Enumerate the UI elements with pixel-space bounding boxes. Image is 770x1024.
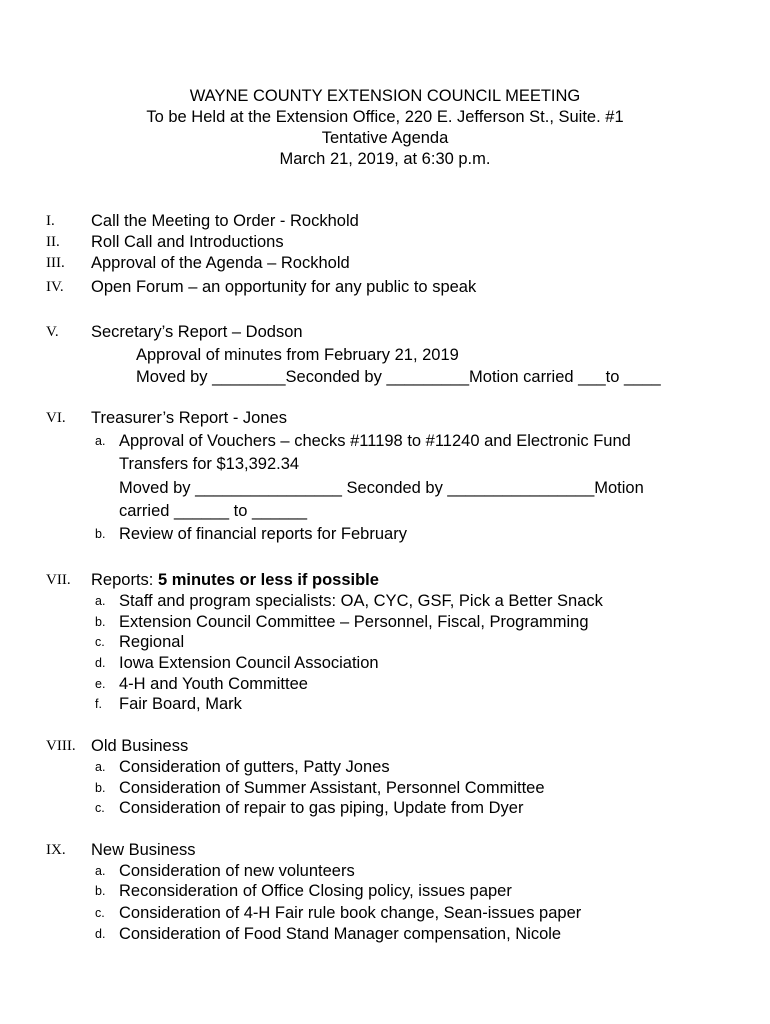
old-business-item: Consideration of gutters, Patty Jones [119,758,390,776]
new-business-item: Consideration of Food Stand Manager compensation, Nicole [119,925,562,943]
meeting-location: To be Held at the Extension Office, 220 E. Jefferson St., Suite. #1 [146,108,624,126]
item-new-business: New Business [91,841,196,859]
report-item: Fair Board, Mark [119,695,242,713]
item-call-to-order: Call the Meeting to Order - Rockhold [91,212,359,230]
financial-reports-review: Review of financial reports for February [119,525,407,543]
item-roll-call: Roll Call and Introductions [91,233,284,251]
report-item: Regional [119,633,185,651]
item-number-ix: IX. [46,842,66,858]
item-number-v: V. [46,324,59,340]
meeting-title: WAYNE COUNTY EXTENSION COUNCIL MEETING [189,87,581,105]
sub-letter: f. [95,697,102,711]
item-number-ii: II. [46,234,60,250]
item-secretary-report: Secretary’s Report – Dodson [91,323,303,341]
item-number-vii: VII. [46,572,71,588]
sub-letter: a. [95,864,106,878]
old-business-item: Consideration of repair to gas piping, Update from Dyer [119,799,524,817]
vouchers-motion-line: Moved by ________________ Seconded by ________________Motion [119,479,644,497]
sub-letter: b. [95,781,106,795]
sub-letter: a. [95,760,106,774]
sub-letter: b. [95,615,106,629]
new-business-item: Consideration of 4-H Fair rule book change, Sean-issues paper [119,904,582,922]
item-number-vi: VI. [46,410,66,426]
item-number-iv: IV. [46,279,64,295]
sub-letter: a. [95,434,106,448]
report-item: Extension Council Committee – Personnel, Fiscal, Programming [119,613,589,631]
document-header [0,86,770,170]
item-number-viii: VIII. [46,738,76,754]
vouchers-carried-line: carried ______ to ______ [119,502,308,520]
item-reports [91,570,379,591]
new-business-item: Reconsideration of Office Closing policy, issues paper [119,882,512,900]
sub-letter: b. [95,884,106,898]
new-business-item: Consideration of new volunteers [119,862,355,880]
sub-letter: d. [95,656,106,670]
vouchers-transfers-line: Transfers for $13,392.34 [119,455,300,473]
agenda-subtitle: Tentative Agenda [321,129,449,147]
sub-letter: b. [95,527,106,541]
report-item: Iowa Extension Council Association [119,654,379,672]
minutes-approval-line: Approval of minutes from February 21, 2019 [136,346,459,364]
sub-letter: c. [95,635,105,649]
item-number-iii: III. [46,255,65,271]
sub-letter: e. [95,677,106,691]
item-old-business: Old Business [91,737,189,755]
sub-letter: d. [95,927,106,941]
reports-label: Reports: [91,571,158,589]
report-item: 4-H and Youth Committee [119,675,308,693]
vouchers-approval-line: Approval of Vouchers – checks #11198 to #11240 and Electronic Fund [119,432,631,450]
report-item: Staff and program specialists: OA, CYC, GSF, Pick a Better Snack [119,592,603,610]
item-number-i: I. [46,213,55,229]
sub-letter: c. [95,906,105,920]
reports-time-limit: 5 minutes or less if possible [157,571,379,589]
old-business-item: Consideration of Summer Assistant, Personnel Committee [119,779,545,797]
item-approval-of-agenda: Approval of the Agenda – Rockhold [91,254,350,272]
meeting-date: March 21, 2019, at 6:30 p.m. [279,150,491,168]
sub-letter: c. [95,801,105,815]
item-open-forum: Open Forum – an opportunity for any public to speak [91,278,477,296]
minutes-motion-line: Moved by ________Seconded by _________Motion carried ___to ____ [136,368,661,386]
sub-letter: a. [95,594,106,608]
item-treasurer-report: Treasurer’s Report - Jones [91,409,287,427]
